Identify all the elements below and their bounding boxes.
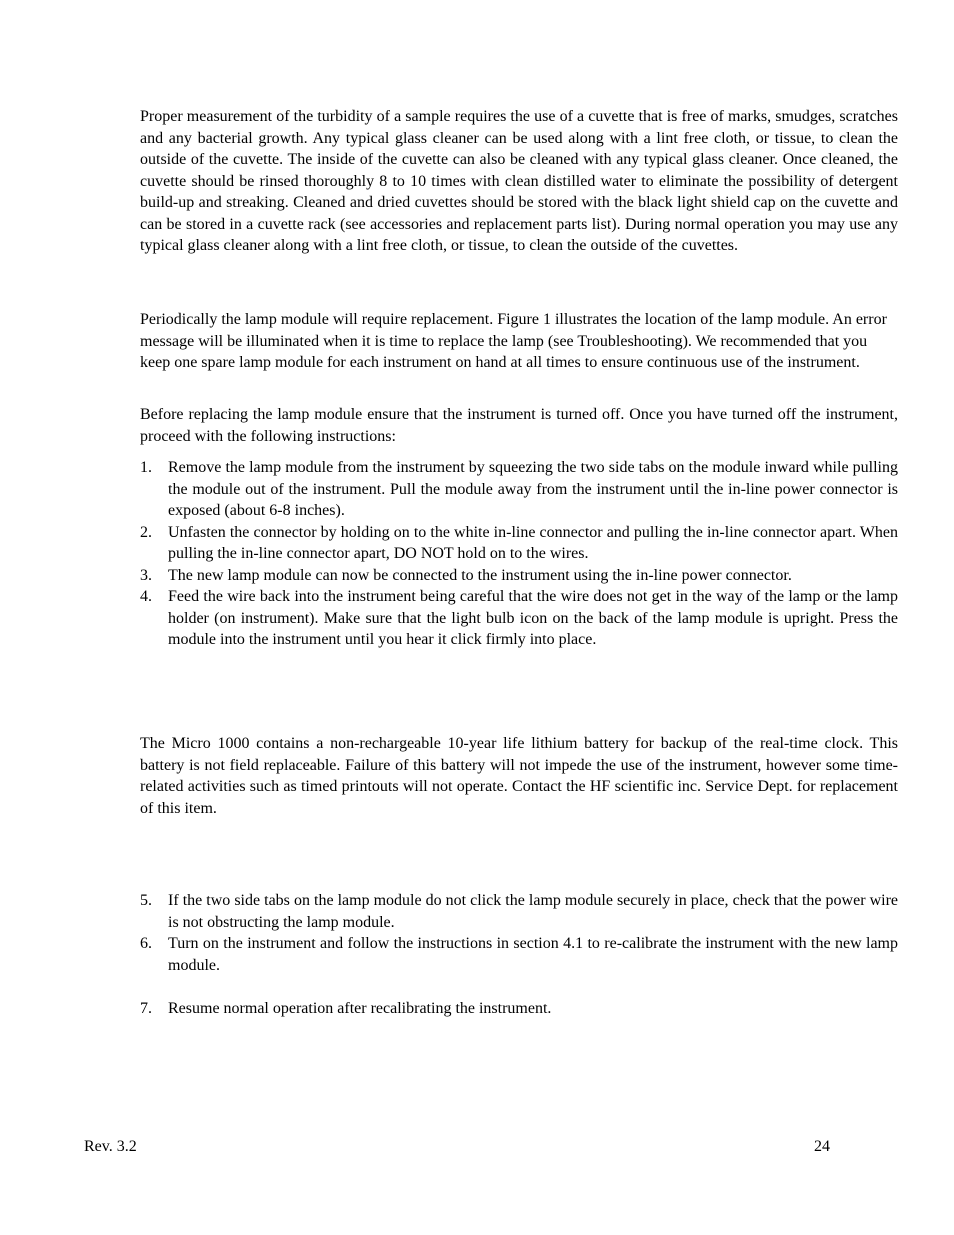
step-text: If the two side tabs on the lamp module do not click the lamp module securely in place, check that the power wire is not obstructing the lamp module. — [168, 892, 898, 931]
lamp-steps-list-part2 — [140, 890, 898, 1019]
list-item — [140, 457, 898, 522]
lamp-replacement-intro-paragraph: Periodically the lamp module will require replacement. Figure 1 illustrates the location of the lamp module. An error message will be illuminated when it is time to replace the lamp (see Troubleshooting). We recommended that you keep one spare lamp module for each instrument on hand at all times to ensure continuous use of the instrument. — [140, 311, 887, 371]
step-number: 7. — [140, 999, 152, 1017]
step-text: Turn on the instrument and follow the instructions in section 4.1 to re-calibrate the instrument with the new lamp module. — [168, 935, 898, 974]
step-number: 6. — [140, 935, 152, 952]
list-item — [140, 522, 898, 565]
step-text: Remove the lamp module from the instrument by squeezing the two side tabs on the module inward while pulling the module out of the instrument. Pull the module away from the instrument until the in-line power connector is exposed (about 6-8 inches). — [168, 459, 898, 519]
step-number: 5. — [140, 892, 152, 909]
step-text: Unfasten the connector by holding on to the white in-line connector and pulling the in-line connector apart. When pulling the in-line connector apart, DO NOT hold on to the wires. — [168, 523, 898, 562]
lamp-steps-list-part1 — [140, 457, 898, 651]
list-item — [140, 586, 898, 651]
step-number: 1. — [140, 459, 152, 476]
page-number: 24 — [814, 1138, 830, 1155]
step-text: Feed the wire back into the instrument being careful that the wire does not get in the way of the lamp or the lamp holder (on instrument). Make sure that the light bulb icon on the back of the lamp module is upright. Press the module into the instrument until you hear it click firmly into place. — [168, 588, 898, 648]
step-number: 4. — [140, 588, 152, 605]
revision-label: Rev. 3.2 — [84, 1138, 137, 1155]
step-text: Resume normal operation after recalibrating the instrument. — [168, 999, 552, 1017]
step-number: 3. — [140, 566, 152, 584]
battery-paragraph: The Micro 1000 contains a non-rechargeable 10-year life lithium battery for backup of the real-time clock. This battery is not field replaceable. Failure of this battery will not impede the use of the instrument, however some time-related activities such as timed printouts will not operate. Contact the HF scientific inc. Service Dept. for replacement of this item. — [140, 735, 898, 817]
step-number: 2. — [140, 523, 152, 541]
step-text: The new lamp module can now be connected to the instrument using the in-line power connector. — [168, 566, 792, 584]
list-item — [140, 933, 898, 976]
lamp-replacement-before-paragraph: Before replacing the lamp module ensure that the instrument is turned off. Once you have turned off the instrument, proceed with the following instructions: — [140, 406, 898, 445]
list-item — [140, 565, 898, 587]
list-item — [140, 890, 898, 933]
list-item — [140, 998, 898, 1020]
cuvette-care-paragraph: Proper measurement of the turbidity of a sample requires the use of a cuvette that is free of marks, smudges, scratches and any bacterial growth. Any typical glass cleaner can be used along with a lint free cloth, or tissue, to clean the outside of the cuvette. The inside of the cuvette can also be cleaned with any typical glass cleaner. Once cleaned, the cuvette should be rinsed thoroughly 8 to 10 times with clean distilled water to eliminate the possibility of detergent build-up and streaking. Cleaned and dried cuvettes should be stored with the black light shield cap on the cuvette and can be stored in a cuvette rack (see accessories and replacement parts list). During normal operation you may use any typical glass cleaner along with a lint free cloth, or tissue, to clean the outside of the cuvettes. — [140, 108, 898, 254]
